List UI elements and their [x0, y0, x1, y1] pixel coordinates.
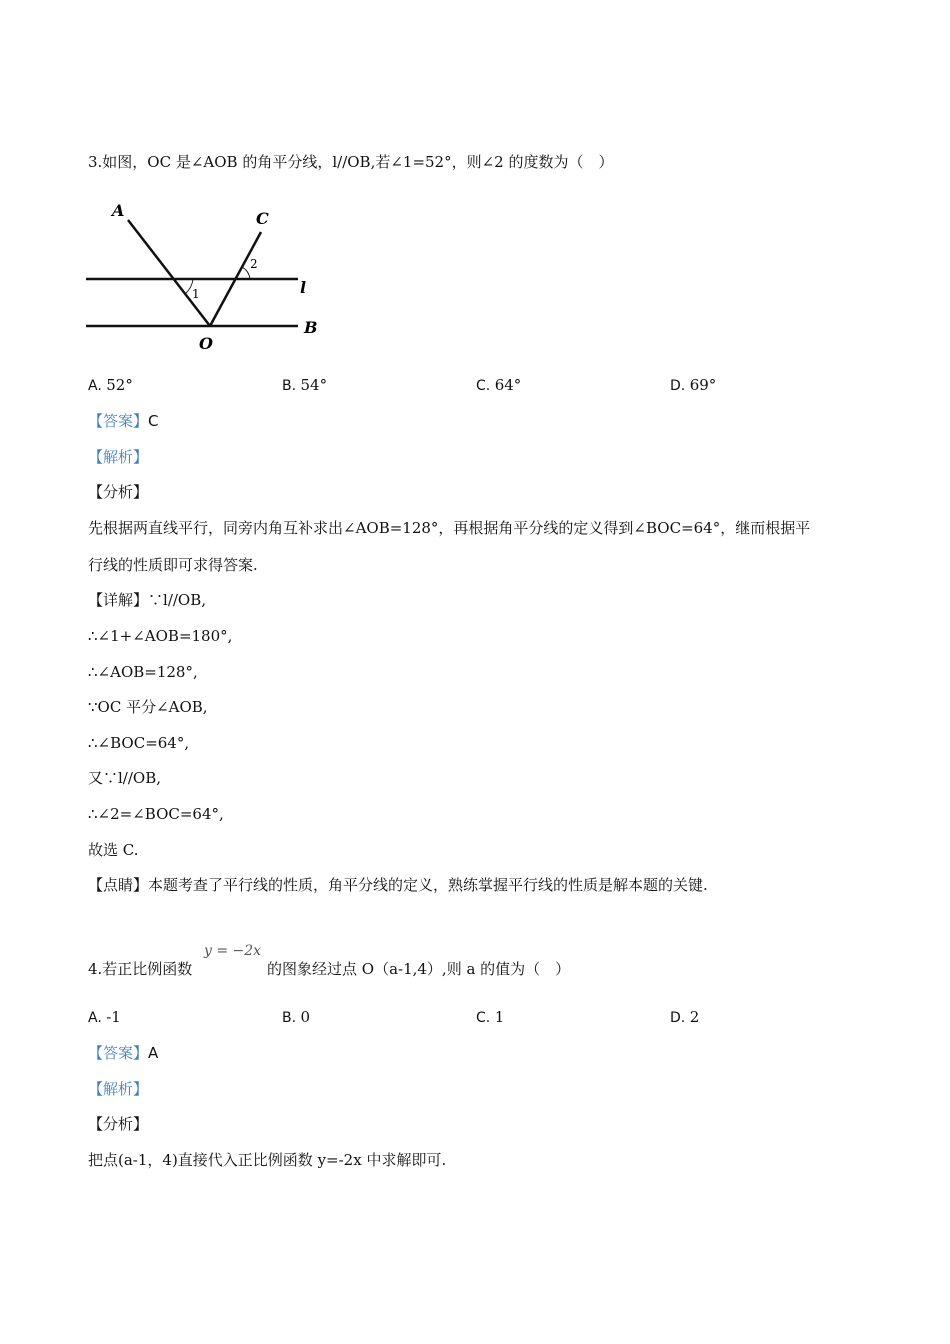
q3-step-2: ∴∠AOB=128°,	[88, 663, 198, 681]
q3-step-3: ∵OC 平分∠AOB,	[88, 698, 208, 716]
q3-analysis-line-2: 行线的性质即可求得答案.	[88, 556, 258, 574]
label-one: 1	[192, 287, 200, 301]
q4-stem-prefix: 4.若正比例函数	[88, 960, 193, 978]
q4-jiexi-label: 【解析】	[88, 1080, 149, 1098]
q3-jiexi-label: 【解析】	[88, 448, 149, 466]
label-a: A	[112, 201, 125, 220]
q3-options	[88, 375, 848, 397]
q4-option-c: C. 1	[476, 1008, 505, 1026]
label-o: O	[199, 334, 213, 353]
q4-options	[88, 1007, 848, 1029]
q3-analysis-line-1: 先根据两直线平行，同旁内角互补求出∠AOB=128°，再根据角平分线的定义得到∠BOC=64°，继而根据平	[88, 519, 811, 537]
q3-detail: 【详解】∵l//OB,	[88, 591, 207, 609]
ray-oa	[128, 220, 210, 326]
q3-step-5: 又∵l//OB,	[88, 769, 161, 787]
q3-figure	[80, 198, 330, 358]
label-two: 2	[250, 257, 258, 271]
q4-option-b: B. 0	[282, 1008, 311, 1026]
label-c: C	[256, 209, 269, 228]
q3-option-a: A. 52°	[88, 376, 133, 394]
q3-step-7: 故选 C.	[88, 841, 139, 859]
q3-answer: 【答案】C	[88, 412, 159, 430]
q3-step-4: ∴∠BOC=64°,	[88, 734, 190, 752]
q3-step-1: ∴∠1+∠AOB=180°,	[88, 627, 233, 645]
angle-2-arc	[242, 267, 250, 279]
q4-analysis: 把点(a-1，4)直接代入正比例函数 y=-2x 中求解即可.	[88, 1151, 447, 1169]
q4-answer: 【答案】A	[88, 1044, 159, 1062]
q3-option-b: B. 54°	[282, 376, 328, 394]
q4-option-d: D. 2	[670, 1008, 700, 1026]
label-b: B	[304, 318, 318, 337]
q3-option-d: D. 69°	[670, 376, 717, 394]
q4-option-a: A. -1	[88, 1008, 121, 1026]
q3-step-6: ∴∠2=∠BOC=64°,	[88, 805, 224, 823]
q3-dianjing: 【点睛】本题考查了平行线的性质，角平分线的定义，熟练掌握平行线的性质是解本题的关键.	[88, 876, 708, 894]
q4-fenxi-label: 【分析】	[88, 1115, 149, 1133]
q4-formula: y = −2x	[204, 943, 262, 959]
q3-option-c: C. 64°	[476, 376, 522, 394]
label-l: l	[300, 278, 307, 297]
q3-stem: 3.如图，OC 是∠AOB 的角平分线，l//OB,若∠1=52°，则∠2 的度数为（ ）	[88, 153, 614, 171]
q3-fenxi-label: 【分析】	[88, 483, 149, 501]
q4-stem-suffix: 的图象经过点 O（a-1,4）,则 a 的值为（ ）	[267, 960, 571, 978]
